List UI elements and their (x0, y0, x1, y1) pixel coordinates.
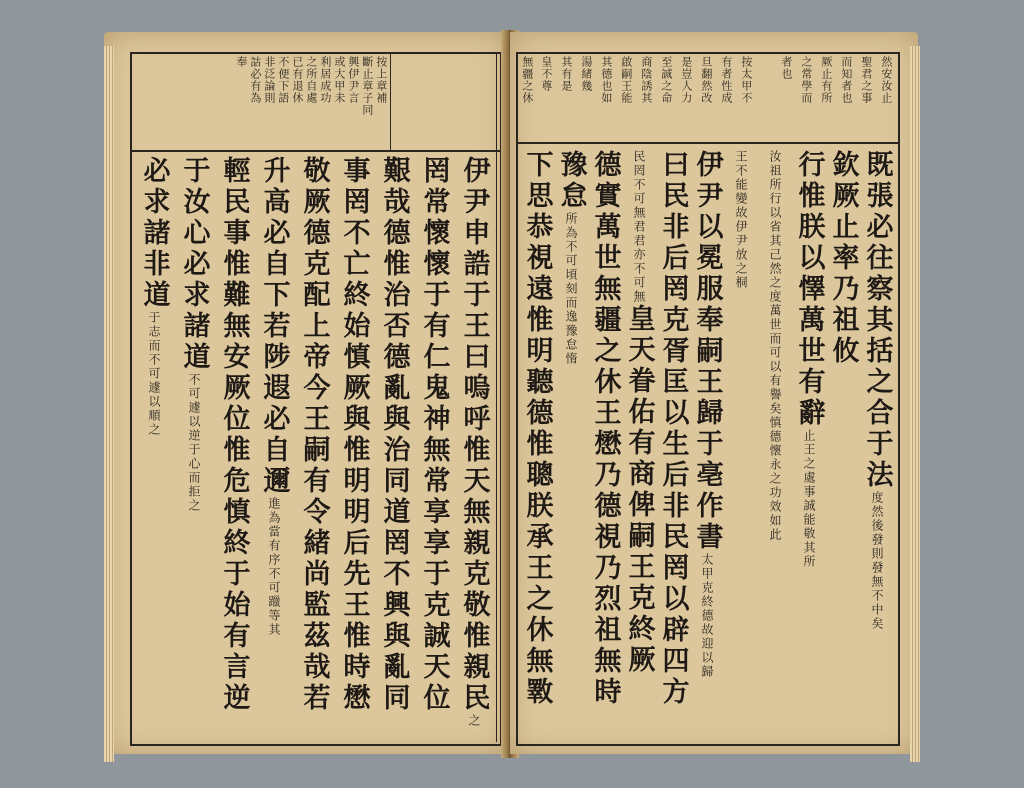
text-column: 德實萬世無疆之休王懋乃德視乃烈祖無時 (589, 150, 621, 708)
head-note-col: 斷止章子同 (360, 56, 374, 116)
head-note-col: 不便下語 (276, 56, 290, 104)
text-column: 行惟朕以懌萬世有辭 止王之處事誠能敬其所 (793, 150, 825, 569)
text-column: 敬厥德克配上帝今王嗣有令緒尚監茲哉若 (298, 156, 330, 714)
right-head-rule (516, 142, 900, 144)
head-note-col: 興伊尹言 (346, 56, 360, 104)
text-column: 豫怠 所為不可頃刻而逸豫怠惰 (555, 150, 587, 366)
head-note-col: 按上章補 (374, 56, 388, 104)
head-note-col: 而知者也 (839, 56, 853, 104)
left-head-rule (130, 150, 500, 152)
left-fish-tail-line (496, 54, 497, 742)
head-note-col (756, 56, 776, 140)
text-column: 下思恭視遠惟明聽德惟聰朕承王之休無斁 (521, 150, 553, 708)
head-note-col: 厥止有所 (819, 56, 833, 104)
head-note-col: 湯緒幾 (579, 56, 593, 92)
head-note-col: 已有退休 (290, 56, 304, 104)
head-note-col: 非泛論則 (262, 56, 276, 104)
head-note-col: 皇不尊 (539, 56, 553, 92)
head-note-col: 或大甲未 (332, 56, 346, 104)
text-column: 事罔不亡終始慎厥與惟明明后先王惟時懋 (338, 156, 370, 714)
text-column: 輕民事惟難無安厥位惟危慎終于始有言逆 (218, 156, 250, 714)
text-column: 于汝心必求諸道 不可遽以逆于心而拒之 (178, 156, 210, 513)
head-note-col: 之常學而 (799, 56, 813, 104)
right-text-columns (520, 150, 894, 738)
right-page (510, 32, 918, 754)
text-column: 王不能變故伊 尹放之桐 (734, 150, 748, 290)
open-book (96, 22, 926, 764)
head-note-col: 至誠之命 (659, 56, 673, 104)
head-note-col: 啟嗣王能 (619, 56, 633, 104)
text-column: 伊尹申誥于王曰嗚呼惟天無親克敬惟親民 之 (458, 156, 490, 728)
head-note-col: 奉 (234, 56, 248, 68)
left-text-columns (134, 156, 494, 738)
left-page (104, 32, 508, 754)
text-column: 汝祖所行以省其己然之度 萬世而可以有譽矣慎德懷永之功效如此 (768, 150, 782, 542)
head-note-col: 然安汝止 (879, 56, 893, 104)
head-note-col: 旦翻然改 (699, 56, 713, 104)
head-note-col: 利居成功 (318, 56, 332, 104)
right-page-edge (910, 46, 920, 762)
head-note-col: 其德也如 (599, 56, 613, 104)
head-note-col: 其有是 (559, 56, 573, 92)
text-column: 民罔不可無君君亦不可無 皇天眷佑有商俾嗣王克終厥 (623, 150, 655, 676)
head-note-col: 詁必有為 (248, 56, 262, 104)
text-column: 既張必往察其括之合于法 度然後發則發無不中矣 (861, 150, 893, 631)
text-column: 伊尹以冕服奉嗣王歸于亳作書 太甲克終德故迎以歸 (691, 150, 723, 679)
head-note-col: 商陰誘其 (639, 56, 653, 104)
head-note-col: 是豈人力 (679, 56, 693, 104)
left-head-notes (132, 56, 388, 148)
text-column: 欽厥止率乃祖攸 (827, 150, 859, 367)
text-column: 艱哉德惟治否德亂與治同道罔不興與亂同 (378, 156, 410, 714)
right-head-notes (518, 56, 896, 140)
text-column: 罔常懷懷于有仁鬼神無常享享于克誠天位 (418, 156, 450, 714)
head-note-col: 按太甲不 (739, 56, 753, 104)
head-note-col: 者也 (779, 56, 793, 80)
head-note-col: 聖君之事 (859, 56, 873, 104)
text-column: 曰民非后罔克胥匡以生后非民罔以辟四方 (657, 150, 689, 708)
left-head-divider (390, 54, 391, 150)
text-column: 必求諸非道 于志而不可遽以順之 (138, 156, 170, 437)
head-note-col: 之所自處 (304, 56, 318, 104)
left-page-edge (104, 46, 114, 762)
head-note-col: 有者性成 (719, 56, 733, 104)
head-note-col: 無疆之休 (520, 56, 534, 104)
text-column: 升高必自下若陟遐必自邇 進為當有序不可躐等其 (258, 156, 290, 637)
